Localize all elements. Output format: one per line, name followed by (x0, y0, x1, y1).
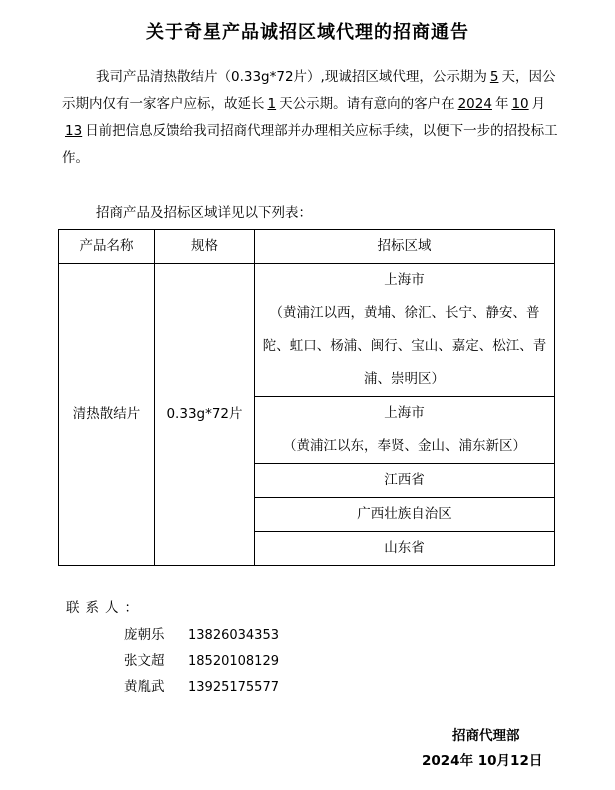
contact-name: 黄胤武 (124, 679, 165, 695)
notice-title: 关于奇星产品诚招区域代理的招商通告 (146, 22, 469, 43)
deadline-month: 10 (511, 96, 529, 112)
region-cell (255, 264, 555, 397)
header-product-name: 产品名称 (59, 230, 155, 264)
contact-item (124, 623, 424, 643)
region-cell (255, 397, 555, 464)
contact-item (124, 675, 424, 695)
contact-phone: 18520108129 (188, 654, 279, 669)
intro-text-3: 天公示期。请有意向的客户在 (279, 96, 455, 112)
region-cell: 广西壮族自治区 (255, 498, 555, 532)
spec-cell: 0.33g*72片 (155, 264, 255, 566)
contact-item (124, 649, 424, 669)
contact-name: 张文超 (124, 653, 165, 669)
deadline-year: 2024 (457, 96, 492, 112)
intro-text-month: 月 (531, 96, 546, 112)
notice-period-days: 5 (489, 69, 499, 85)
region-detail: （黄浦江以东，奉贤、金山、浦东新区） (283, 438, 526, 454)
intro-text-2: 天，因公示期内仅有一家客户应标，故延长 (62, 69, 556, 112)
region-detail: （黄浦江以西，黄埔、徐汇、长宁、静安、普陀、虹口、杨浦、闽行、宝山、嘉定、松江、青浦、崇明区） (262, 305, 547, 387)
contacts-label: 联系人： (66, 600, 144, 616)
contact-phone: 13826034353 (188, 628, 279, 643)
signature-date: 2024年 10月12日 (422, 753, 543, 769)
contact-phone: 13925175577 (188, 680, 279, 695)
contacts-block (66, 596, 279, 695)
header-region: 招标区域 (255, 230, 555, 264)
product-name-cell: 清热散结片 (59, 264, 155, 566)
bidding-table (58, 229, 555, 566)
extension-days: 1 (267, 96, 277, 112)
header-spec: 规格 (155, 230, 255, 264)
intro-paragraph (62, 64, 562, 172)
table-header-row (59, 230, 555, 264)
contact-name: 庞朝乐 (124, 627, 165, 643)
table-row (59, 264, 555, 397)
region-cell: 山东省 (255, 532, 555, 566)
signature-org: 招商代理部 (452, 728, 520, 744)
list-intro: 招商产品及招标区域详见以下列表： (96, 205, 312, 221)
intro-text-4: 日前把信息反馈给我司招商代理部并办理相关应标手续，以便下一步的招投标工作。 (62, 123, 558, 166)
region-cell: 江西省 (255, 464, 555, 498)
intro-text-1: 我司产品清热散结片（0.33g*72片）,现诚招区域代理，公示期为 (96, 69, 487, 85)
region-name: 上海市 (384, 405, 425, 421)
deadline-day: 13 (65, 123, 83, 139)
intro-text-year: 年 (494, 96, 509, 112)
region-name: 上海市 (384, 272, 425, 288)
